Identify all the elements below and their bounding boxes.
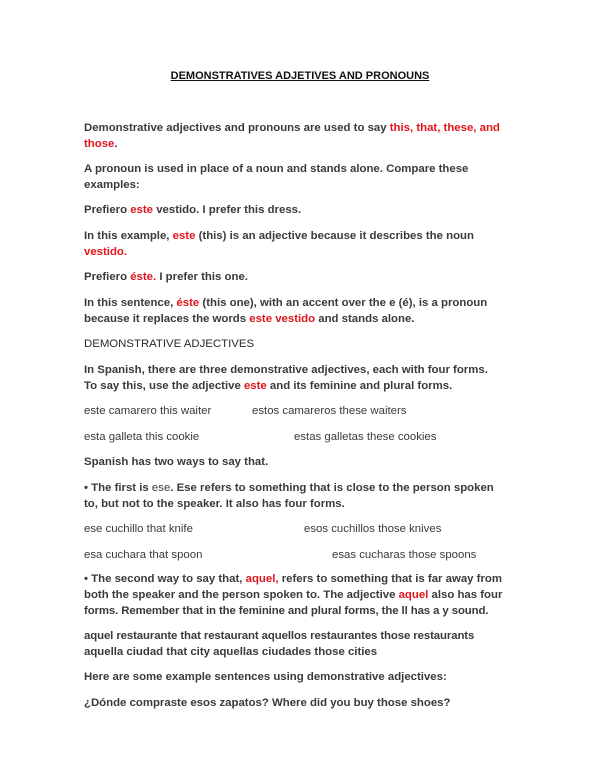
aquel-para-pre: • The second way to say that, bbox=[84, 573, 246, 585]
intro-text: Demonstrative adjectives and pronouns are used to say bbox=[84, 122, 390, 134]
three-forms-pre: To say this, use the adjective bbox=[84, 380, 244, 392]
section-heading: DEMONSTRATIVE ADJECTIVES bbox=[84, 338, 255, 350]
intro-line-2 bbox=[84, 137, 118, 151]
ese-pair-2-left: esa cuchara that spoon bbox=[84, 549, 203, 561]
aquel-highlight-2: aquel bbox=[398, 589, 429, 601]
example-question: ¿Dónde compraste esos zapatos? Where did you buy those shoes? bbox=[84, 697, 451, 709]
example-2-highlight: éste. bbox=[130, 271, 157, 283]
example-2 bbox=[84, 270, 248, 284]
ese-para-line-1 bbox=[84, 481, 494, 495]
ese-para-post: . Ese refers to something that is close to the person spoken bbox=[170, 482, 494, 494]
three-forms-line-2 bbox=[84, 379, 452, 393]
note-1-highlight: este bbox=[172, 230, 196, 242]
este-pair-1-right: estos camareros these waiters bbox=[252, 405, 407, 417]
pronoun-def-line-1: A pronoun is used in place of a noun and stands alone. Compare these bbox=[84, 163, 469, 175]
intro-line-1 bbox=[84, 121, 500, 135]
note-2-line2-post: and stands alone. bbox=[315, 313, 415, 325]
ese-pair-2-right: esas cucharas those spoons bbox=[332, 549, 477, 561]
aquel-para-line-2 bbox=[84, 588, 502, 602]
este-pair-2-right: estas galletas these cookies bbox=[294, 431, 437, 443]
este-pair-2-left: esta galleta this cookie bbox=[84, 431, 200, 443]
note-1-post: (this) is an adjective because it describes the noun bbox=[195, 230, 474, 242]
ese-para-pre: • The first is bbox=[84, 482, 152, 494]
example-2-pre: Prefiero bbox=[84, 271, 131, 283]
example-1-pre: Prefiero bbox=[84, 204, 131, 216]
aquel-para-line2-pre: both the speaker and the person spoken to. The adjective bbox=[84, 589, 399, 601]
note-2-highlight: éste bbox=[176, 297, 200, 309]
example-1-note-line-2 bbox=[84, 245, 127, 259]
three-forms-line-1: In Spanish, there are three demonstrative adjectives, each with four forms. bbox=[84, 364, 488, 376]
intro-highlight-those: those bbox=[84, 138, 115, 150]
example-1-highlight: este bbox=[130, 204, 154, 216]
aquel-para-line-3: forms. Remember that in the feminine and plural forms, the ll has a y sound. bbox=[84, 605, 489, 617]
ese-word: ese bbox=[151, 482, 171, 494]
ese-para-line-2: to, but not to the speaker. It also has four forms. bbox=[84, 498, 345, 510]
pronoun-def-line-2: examples: bbox=[84, 179, 140, 191]
three-forms-highlight: este bbox=[243, 380, 267, 392]
two-ways-text: Spanish has two ways to say that. bbox=[84, 456, 269, 468]
aquel-para-line2-post: also has four bbox=[428, 589, 503, 601]
page-title: DEMONSTRATIVES ADJETIVES AND PRONOUNS bbox=[170, 70, 430, 82]
note-2-post: (this one), with an accent over the e (é), is a pronoun bbox=[199, 297, 488, 309]
aquel-para-post: refers to something that is far away from bbox=[278, 573, 502, 585]
example-1 bbox=[84, 203, 301, 217]
note-1-pre: In this example, bbox=[84, 230, 173, 242]
intro-highlight: this, that, these, and bbox=[389, 122, 500, 134]
aquel-highlight: aquel, bbox=[245, 573, 279, 585]
examples-intro: Here are some example sentences using demonstrative adjectives: bbox=[84, 671, 447, 683]
intro-period: . bbox=[114, 138, 118, 150]
note-2-highlight-este-vestido: este vestido bbox=[249, 313, 316, 325]
example-1-post: vestido. I prefer this dress. bbox=[153, 204, 302, 216]
example-1-note-line-1 bbox=[84, 229, 474, 243]
aquel-forms-line-1: aquel restaurante that restaurant aquellos restaurantes those restaurants bbox=[84, 630, 475, 642]
note-2-line2-pre: because it replaces the words bbox=[84, 313, 250, 325]
example-2-note-line-1 bbox=[84, 296, 487, 310]
note-1-highlight-vestido: vestido. bbox=[84, 246, 128, 258]
este-pair-1-left: este camarero this waiter bbox=[84, 405, 212, 417]
aquel-para-line-1 bbox=[84, 572, 502, 586]
aquel-forms-line-2: aquella ciudad that city aquellas ciudades those cities bbox=[84, 646, 378, 658]
note-2-pre: In this sentence, bbox=[84, 297, 177, 309]
example-2-post: I prefer this one. bbox=[156, 271, 248, 283]
ese-pair-1-left: ese cuchillo that knife bbox=[84, 523, 193, 535]
ese-pair-1-right: esos cuchillos those knives bbox=[304, 523, 442, 535]
example-2-note-line-2 bbox=[84, 312, 414, 326]
three-forms-post: and its feminine and plural forms. bbox=[266, 380, 453, 392]
